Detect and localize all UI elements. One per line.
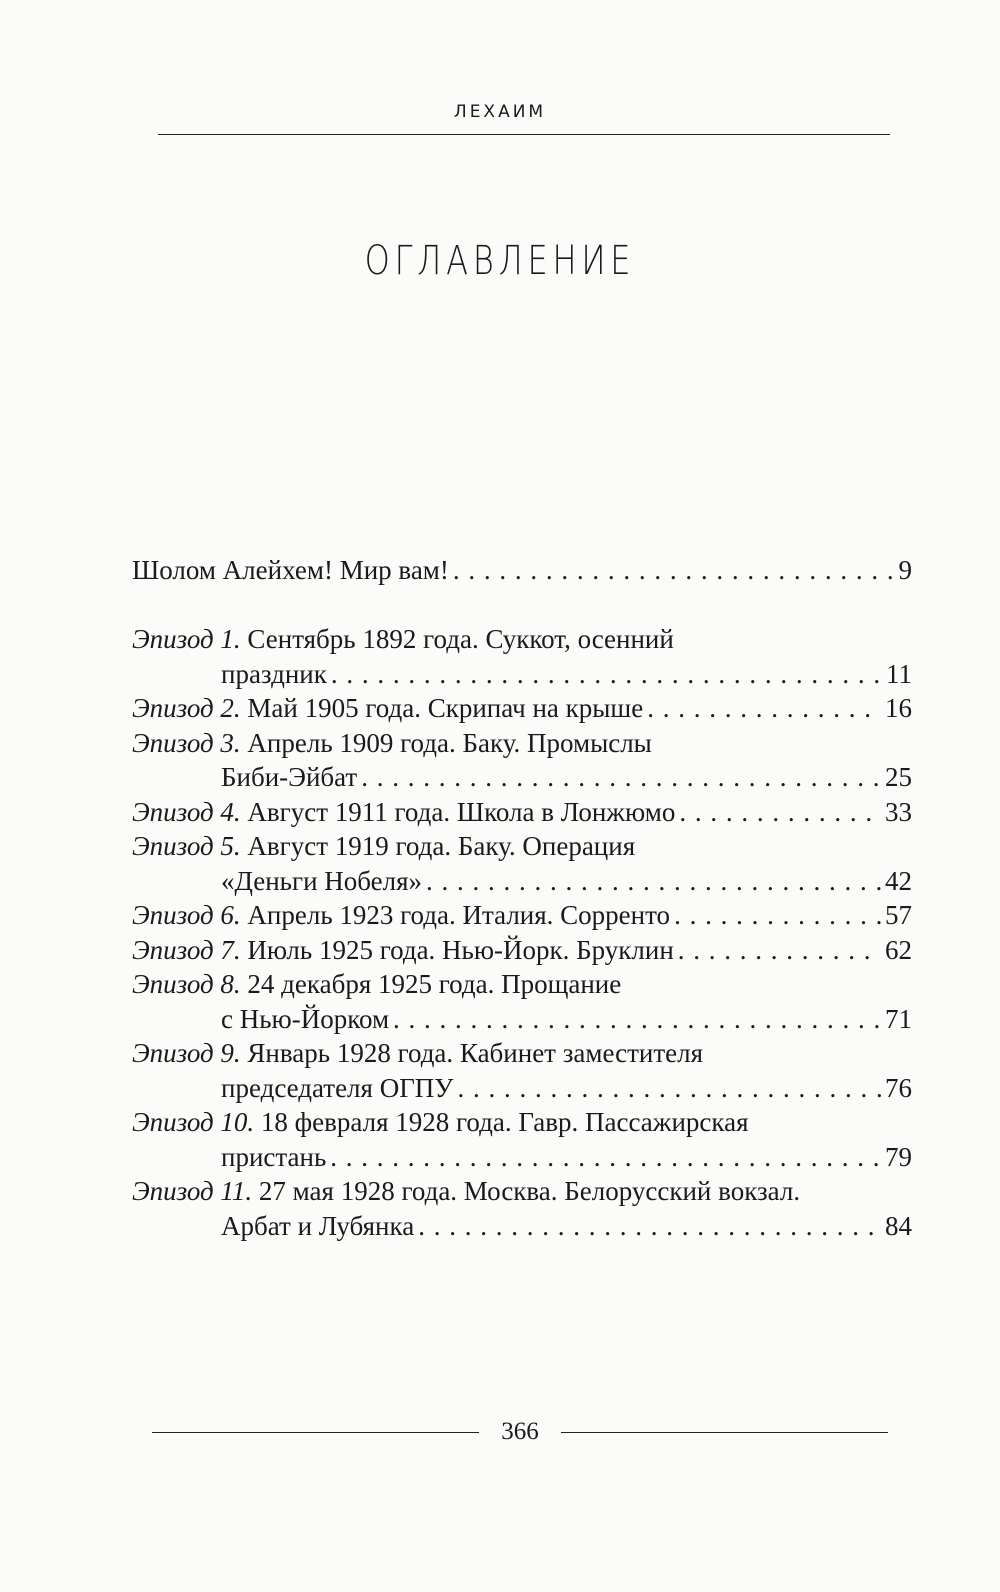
episode-title-cont: «Деньги Нобеля» bbox=[221, 865, 423, 896]
toc-entry-episode-1 bbox=[132, 622, 912, 691]
episode-title: 27 мая 1928 года. Москва. Белорусский вокзал. bbox=[258, 1176, 801, 1206]
toc-page-number: 42 bbox=[885, 865, 912, 896]
toc-entry-episode-7 bbox=[132, 933, 912, 968]
episode-label: Эпизод 7. bbox=[132, 934, 241, 965]
episode-title-cont: с Нью-Йорком bbox=[221, 1003, 390, 1034]
episode-title: Апрель 1923 года. Италия. Сорренто bbox=[247, 900, 671, 930]
toc-page-number: 62 bbox=[885, 934, 912, 965]
leader-dots bbox=[361, 760, 881, 795]
toc-entry-episode-4 bbox=[132, 795, 912, 830]
toc-episodes bbox=[132, 622, 912, 1243]
toc-page-number: 11 bbox=[886, 658, 912, 689]
running-head: ЛЕХАИМ bbox=[453, 102, 547, 122]
episode-label: Эпизод 5. bbox=[132, 831, 241, 861]
episode-title-cont: пристань bbox=[221, 1141, 327, 1172]
leader-dots bbox=[331, 657, 882, 692]
episode-label: Эпизод 11. bbox=[132, 1176, 253, 1206]
page-footer bbox=[152, 1418, 888, 1446]
leader-dots bbox=[679, 795, 881, 830]
episode-label: Эпизод 3. bbox=[132, 727, 241, 758]
leader-dots bbox=[393, 1002, 881, 1037]
toc-page-number: 76 bbox=[885, 1072, 912, 1103]
episode-label: Эпизод 10. bbox=[132, 1107, 255, 1137]
toc-entry-episode-11 bbox=[132, 1174, 912, 1243]
episode-title: Апрель 1909 года. Баку. Промыслы bbox=[247, 727, 652, 758]
episode-title: 18 февраля 1928 года. Гавр. Пассажирская bbox=[260, 1107, 749, 1137]
leader-dots bbox=[457, 1071, 881, 1106]
episode-label: Эпизод 1. bbox=[132, 624, 241, 654]
footer-rule-right bbox=[561, 1432, 888, 1433]
toc-entry-episode-6 bbox=[132, 898, 912, 933]
toc-page-number: 84 bbox=[885, 1210, 912, 1241]
page-number: 366 bbox=[501, 1418, 539, 1445]
header-rule bbox=[158, 134, 890, 135]
leader-dots bbox=[647, 691, 881, 726]
toc-entry-episode-10 bbox=[132, 1105, 912, 1174]
episode-title: Май 1905 года. Скрипач на крыше bbox=[247, 693, 644, 723]
toc-page-number: 57 bbox=[885, 900, 912, 930]
leader-dots bbox=[674, 898, 881, 933]
toc-entry bbox=[132, 553, 912, 588]
leader-dots bbox=[678, 933, 881, 968]
toc-page-number: 9 bbox=[898, 555, 912, 585]
episode-title-cont: Арбат и Лубянка bbox=[221, 1210, 415, 1241]
toc-page-number: 33 bbox=[885, 796, 912, 827]
episode-title: Январь 1928 года. Кабинет заместителя bbox=[247, 1038, 704, 1068]
toc-entry-episode-3 bbox=[132, 726, 912, 795]
episode-label: Эпизод 2. bbox=[132, 693, 241, 723]
episode-title-cont: председателя ОГПУ bbox=[221, 1072, 454, 1103]
episode-title-cont: Биби-Эйбат bbox=[221, 762, 358, 792]
episode-title: Август 1919 года. Баку. Операция bbox=[247, 831, 636, 861]
episode-label: Эпизод 9. bbox=[132, 1038, 241, 1068]
leader-dots bbox=[426, 864, 881, 899]
toc-page-number: 16 bbox=[885, 693, 912, 723]
episode-title: 24 декабря 1925 года. Прощание bbox=[247, 969, 622, 999]
toc-title: ОГЛАВЛЕНИЕ bbox=[364, 238, 636, 284]
toc-intro bbox=[132, 553, 912, 588]
toc-entry-episode-2 bbox=[132, 691, 912, 726]
toc-entry-episode-5 bbox=[132, 829, 912, 898]
toc-entry-episode-9 bbox=[132, 1036, 912, 1105]
toc-page-number: 71 bbox=[885, 1003, 912, 1034]
leader-dots bbox=[453, 553, 895, 588]
episode-label: Эпизод 8. bbox=[132, 969, 241, 999]
toc-entry-episode-8 bbox=[132, 967, 912, 1036]
toc-page-number: 25 bbox=[885, 762, 912, 792]
episode-label: Эпизод 6. bbox=[132, 900, 241, 930]
episode-title: Июль 1925 года. Нью-Йорк. Бруклин bbox=[247, 934, 674, 965]
footer-rule-left bbox=[152, 1432, 479, 1433]
leader-dots bbox=[418, 1209, 881, 1244]
episode-title: Сентябрь 1892 года. Суккот, осенний bbox=[247, 624, 674, 654]
leader-dots bbox=[330, 1140, 881, 1175]
episode-label: Эпизод 4. bbox=[132, 796, 241, 827]
episode-title-cont: праздник bbox=[221, 658, 327, 689]
toc-page-number: 79 bbox=[885, 1141, 912, 1172]
toc-entry-title: Шолом Алейхем! Мир вам! bbox=[132, 555, 449, 585]
episode-title: Август 1911 года. Школа в Лонжюмо bbox=[247, 796, 676, 827]
